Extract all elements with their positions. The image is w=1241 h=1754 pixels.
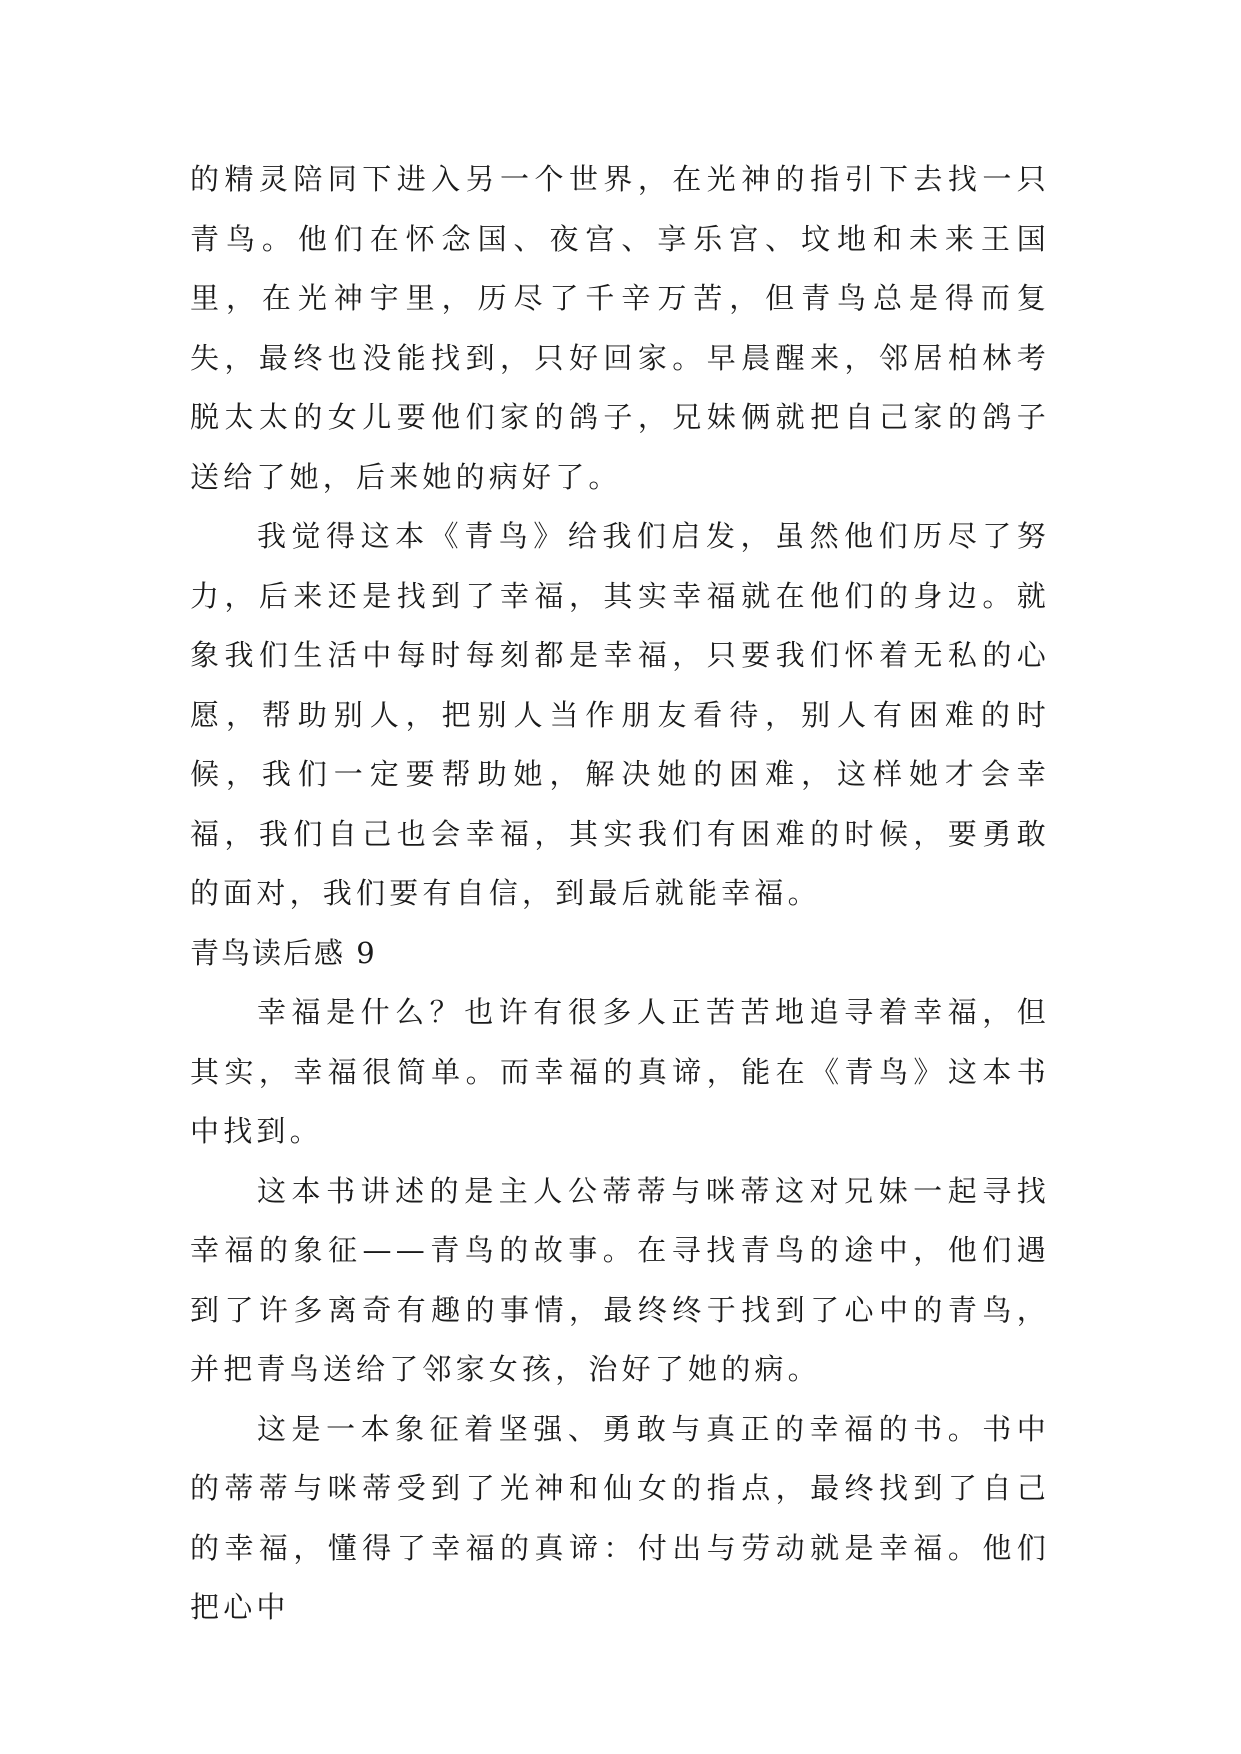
paragraph-story: 这本书讲述的是主人公蒂蒂与咪蒂这对兄妹一起寻找幸福的象征——青鸟的故事。在寻找青鸟的途中，他们遇到了许多离奇有趣的事情，最终终于找到了心中的青鸟，并把青鸟送给了邻家女孩，治好了她的病。 <box>190 1173 1050 1386</box>
paragraph-reflection: 我觉得这本《青鸟》给我们启发，虽然他们历尽了努力，后来还是找到了幸福，其实幸福就在他们的身边。就象我们生活中每时每刻都是幸福，只要我们怀着无私的心愿，帮助别人，把别人当作朋友看待，别人有困难的时候，我们一定要帮助她，解决她的困难，这样她才会幸福，我们自己也会幸福，其实我们有困难的时候，要勇敢的面对，我们要有自信，到最后就能幸福。 <box>190 519 1050 910</box>
paragraph-meaning: 这是一本象征着坚强、勇敢与真正的幸福的书。书中的蒂蒂与咪蒂受到了光神和仙女的指点，最终找到了自己的幸福，懂得了幸福的真谛：付出与劳动就是幸福。他们把心中 <box>190 1411 1050 1624</box>
document-page <box>190 150 1050 1638</box>
section-heading: 青鸟读后感 9 <box>190 935 377 970</box>
paragraph-continued: 的精灵陪同下进入另一个世界，在光神的指引下去找一只青鸟。他们在怀念国、夜宫、享乐宫、坟地和未来王国里，在光神宇里，历尽了千辛万苦，但青鸟总是得而复失，最终也没能找到，只好回家。早晨醒来，邻居柏林考脱太太的女儿要他们家的鸽子，兄妹俩就把自己家的鸽子送给了她，后来她的病好了。 <box>190 162 1050 494</box>
paragraph-intro: 幸福是什么？也许有很多人正苦苦地追寻着幸福，但其实，幸福很简单。而幸福的真谛，能在《青鸟》这本书中找到。 <box>190 995 1050 1148</box>
